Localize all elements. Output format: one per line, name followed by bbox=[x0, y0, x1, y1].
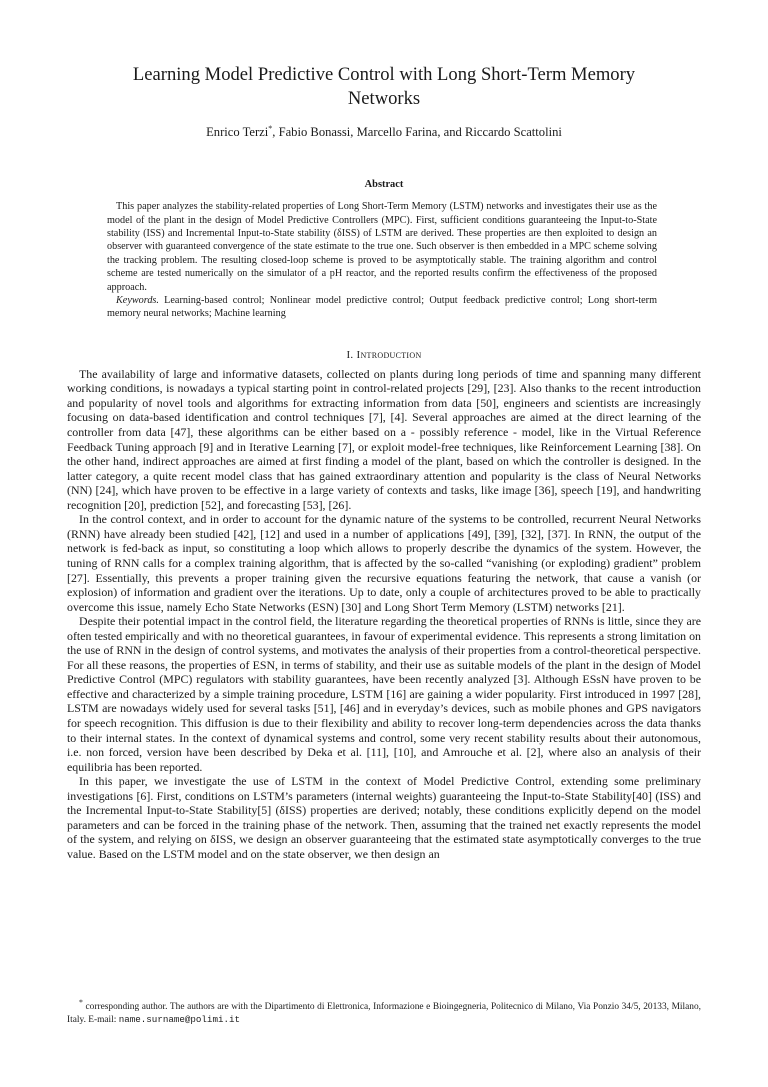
keywords-label: Keywords. bbox=[116, 295, 159, 307]
section-number: I. bbox=[346, 348, 354, 361]
keywords bbox=[107, 294, 657, 321]
first-author: Enrico Terzi bbox=[206, 125, 269, 140]
body-text bbox=[67, 367, 701, 862]
abstract-text: This paper analyzes the stability-related properties of Long Short-Term Memory (LSTM) networks and investigates their use as the model of the plant in the design of Model Predictive Controllers (MPC). First, sufficient conditions guaranteeing the Input-to-State stability (ISS) and Incremental Input-to-State stability (δISS) of LSTM are derived. These properties are then exploited to design an observer with guaranteed convergence of the state estimate to the true one. Such observer is then embedded in a MPC scheme solving the tracking problem. The resulting closed-loop scheme is proved to be asymptotically stable. The training algorithm and control scheme are tested numerically on the simulator of a pH reactor, and the reported results confirm the effectiveness of the proposed approach. bbox=[107, 201, 657, 293]
abstract-heading: Abstract bbox=[364, 179, 404, 191]
footnote-mark: * bbox=[79, 998, 83, 1007]
footnote-text: corresponding author. The authors are with the Dipartimento di Elettronica, Informazione e Bioingegneria, Politecnico di Milano, Via Ponzio 34/5, 20133, Milano, Italy. E-mail: bbox=[67, 1002, 701, 1025]
section-title: Introduction bbox=[356, 348, 422, 361]
keywords-text: Learning-based control; Nonlinear model predictive control; Output feedback predictive control; Long short-term memory neural networks; Machine learning bbox=[107, 295, 657, 320]
footnote-email: name.surname@polimi.it bbox=[118, 1013, 241, 1025]
abstract bbox=[107, 200, 657, 321]
footnote bbox=[67, 997, 701, 1026]
paragraph: In this paper, we investigate the use of LSTM in the context of Model Predictive Control, extending some preliminary investigations [6]. First, conditions on LSTM’s parameters (internal weights) guaranteeing the Input-to-State Stability[40] (ISS) and the Incremental Input-to-State Stability[5] (δISS) properties are derived; notably, these conditions explicitly depend on the model parameters and can be forced in the training phase of the network. Then, assuming that the trained net exactly represents the model of the system, and relying on δISS, we design an observer guaranteeing that the estimated state asymptotically converges to the true value. Based on the LSTM model and on the state observer, we then design an bbox=[67, 774, 701, 861]
author-list bbox=[67, 124, 701, 140]
section-heading bbox=[67, 349, 701, 361]
paragraph: Despite their potential impact in the control field, the literature regarding the theoretical properties of RNNs is little, since they are often tested empirically and with no theoretical guarantees, in favour of experimental evidence. This represents a strong limitation on the use of RNN in the design of control systems, and motivates the analysis of their properties from a control-theoretical perspective. For all these reasons, the properties of ESN, in terms of stability, and their use as suitable models of the plant in the design of Model Predictive Control (MPC) regulators with stability guarantees, have been recently analyzed [3]. Although ESsN have proven to be effective and characterized by a simple training procedure, LSTM [16] are gaining a wider popularity. First introduced in 1997 [28], LSTM are nowadays widely used for several tasks [51], [46] and in everyday’s devices, such as mobile phones and GPS navigators for speech recognition. This diffusion is due to their flexibility and ability to recover long-term dependencies across the data thanks to their internal states. In the context of dynamical systems and control, some very recent stability results about their autonomous, i.e. non forced, version have been described by Deka et al. [11], [10], and Amrouche et al. [2], where also an analysis of their equilibria has been reported. bbox=[67, 614, 701, 774]
other-authors: , Fabio Bonassi, Marcello Farina, and Riccardo Scattolini bbox=[272, 125, 562, 140]
paper-page bbox=[0, 63, 768, 1087]
corresponding-author-mark: * bbox=[268, 124, 273, 133]
paragraph: In the control context, and in order to account for the dynamic nature of the systems to be controlled, recurrent Neural Networks (RNN) have already been studied [42], [12] and used in a number of applications [49], [39], [32], [37]. In RNN, the output of the network is fed-back as input, so constituting a loop which allows to properly describe the dynamics of the system. However, the tuning of RNN calls for a complex training algorithm, that is affected by the so-called “vanishing (or exploding) gradient” problem [27]. Essentially, this prevents a proper training given the recursive equations featuring the network, that cause a vanish (or explosion) of information and gradient over the iterations. Up to date, only a couple of architectures proved to be able to practically overcome this issue, namely Echo State Networks (ESN) [30] and Long Short Term Memory (LSTM) networks [21]. bbox=[67, 512, 701, 614]
paragraph: The availability of large and informative datasets, collected on plants during long periods of time and spanning many different working conditions, is nowadays a typical starting point in control-related projects [29], [23]. Also thanks to the recent introduction and popularity of novel tools and algorithms for extracting information from data [50], engineers and scientists are increasingly focusing on data-based identification and control techniques [7], [4]. Several approaches are aimed at the direct learning of the controller from data [47], these algorithms can be either based on a - possibly reference - model, like in the Virtual Reference Feedback Tuning approach [9] and in Iterative Learning [7], or exploit model-free techniques, like Reinforcement Learning [38]. On the other hand, indirect approaches are aimed at first finding a model of the plant, based on which the controller is designed. In the latter category, a quite recent model class that has gained extraordinary attention and popularity is the class of Neural Networks (NN) [24], which have proven to be effective in a large variety of contexts and tasks, like image [36], speech [19], and handwriting recognition [20], prediction [52], and forecasting [53], [26]. bbox=[67, 366, 701, 512]
paper-title: Learning Model Predictive Control with Long Short-Term Memory Networks bbox=[132, 64, 636, 109]
